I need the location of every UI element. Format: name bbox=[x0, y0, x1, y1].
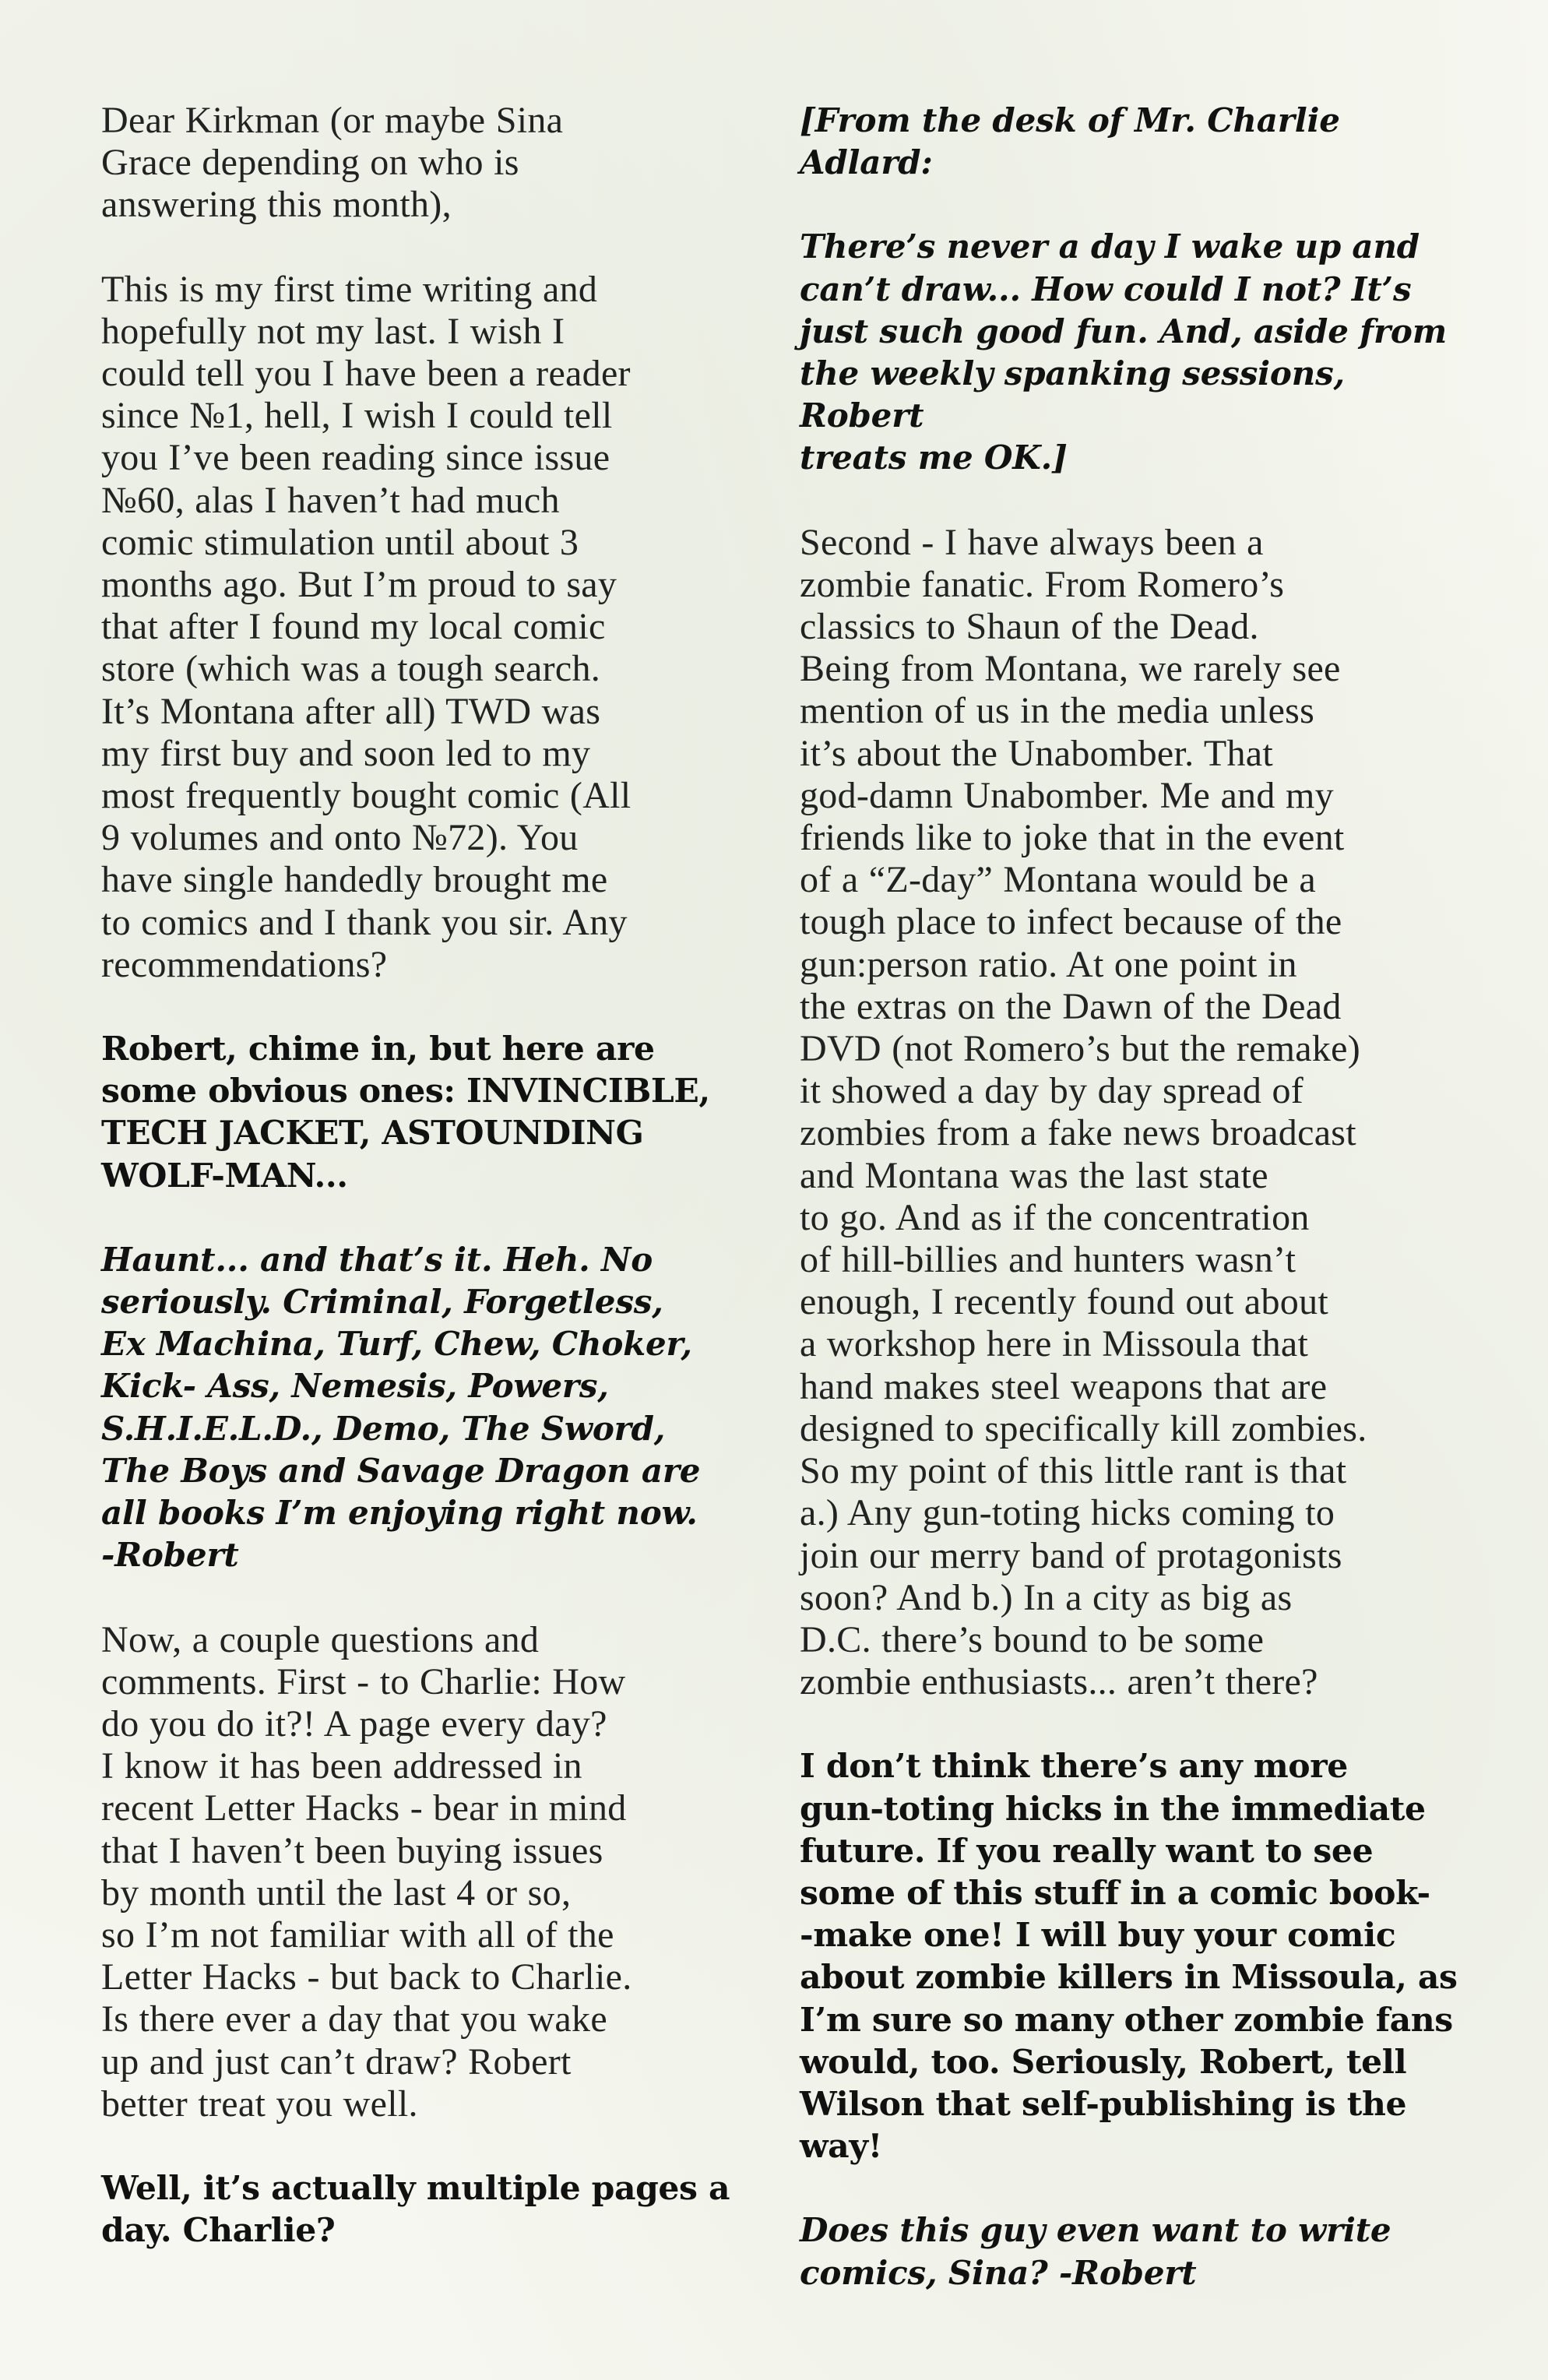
letters-column-right bbox=[800, 100, 1462, 2336]
robert-reply: Does this guy even want to write comics, Sina? -Robert bbox=[800, 2211, 1391, 2292]
editor-reply: Robert, chime in, but here are some obvious ones: INVINCIBLE, TECH JACKET, ASTOUNDING WOLF-MAN... bbox=[101, 1030, 710, 1195]
letter-paragraph: Second - I have always been a zombie fanatic. From Romero’s classics to Shaun of the Dead. Being from Montana, we rarely see mention of us in the media unless it’s about the Unabomber. That god-damn Unabomber. Me and my friends like to joke that in the event of a “Z-day” Montana would be a tough place to infect because of the gun:person ratio. At one point in the extras on the Dawn of the Dead DVD (not Romero’s but the remake) it showed a day by day spread of zombies from a fake news broadcast and Montana was the last state to go. And as if the concentration of hill-billies and hunters wasn’t enough, I recently found out about a workshop here in Missoula that hand makes steel weapons that are designed to specifically kill zombies. So my point of this little rant is that a.) Any gun-toting hicks coming to join our merry band of protagonists soon? And b.) In a city as big as D.C. there’s bound to be some zombie enthusiasts... aren’t there? bbox=[800, 521, 1367, 1703]
charlie-reply: There’s never a day I wake up and can’t draw... How could I not? It’s just such good fun. And, aside from the weekly spanking sessions, Robert treats me OK.] bbox=[800, 227, 1447, 477]
charlie-reply-heading: [From the desk of Mr. Charlie Adlard: bbox=[800, 101, 1340, 182]
editor-reply: Well, it’s actually multiple pages a day. Charlie? bbox=[101, 2168, 730, 2251]
letters-column-left bbox=[101, 100, 748, 2294]
letter-paragraph: This is my first time writing and hopefully not my last. I wish I could tell you I have been a reader since №1, hell, I wish I could tell you I’ve been reading since issue №60, alas I haven’t had much comic stimulation until about 3 months ago. But I’m proud to say that after I found my local comic store (which was a tough search. It’s Montana after all) TWD was my first buy and soon led to my most frequently bought comic (All 9 volumes and onto №72). You have single handedly brought me to comics and I thank you sir. Any recommendations? bbox=[101, 268, 632, 985]
letter-greeting: Dear Kirkman (or maybe Sina Grace depending on who is answering this month), bbox=[101, 100, 564, 226]
editor-reply: I don’t think there’s any more gun-toting hicks in the immediate future. If you really want to see some of this stuff in a comic book- -make one! I will buy your comic about zombie killers in Missoula, as I’m sure so many other zombie fans would, too. Seriously, Robert, tell Wilson that self-publishing is the way! bbox=[800, 1747, 1458, 2167]
letter-paragraph: Now, a couple questions and comments. First - to Charlie: How do you do it?! A page every day? I know it has been addressed in recent Letter Hacks - bear in mind that I haven’t been buying issues by month until the last 4 or so, so I’m not familiar with all of the Letter Hacks - but back to Charlie. Is there ever a day that you wake up and just can’t draw? Robert better treat you well. bbox=[101, 1618, 632, 2125]
robert-reply: Haunt... and that’s it. Heh. No seriously. Criminal, Forgetless, Ex Machina, Turf, Chew, Choker, Kick- Ass, Nemesis, Powers, S.H.I.E.L.D., Demo, The Sword, The Boys and Savage Dragon are all books I’m enjoying right now. -Robert bbox=[101, 1240, 701, 1575]
